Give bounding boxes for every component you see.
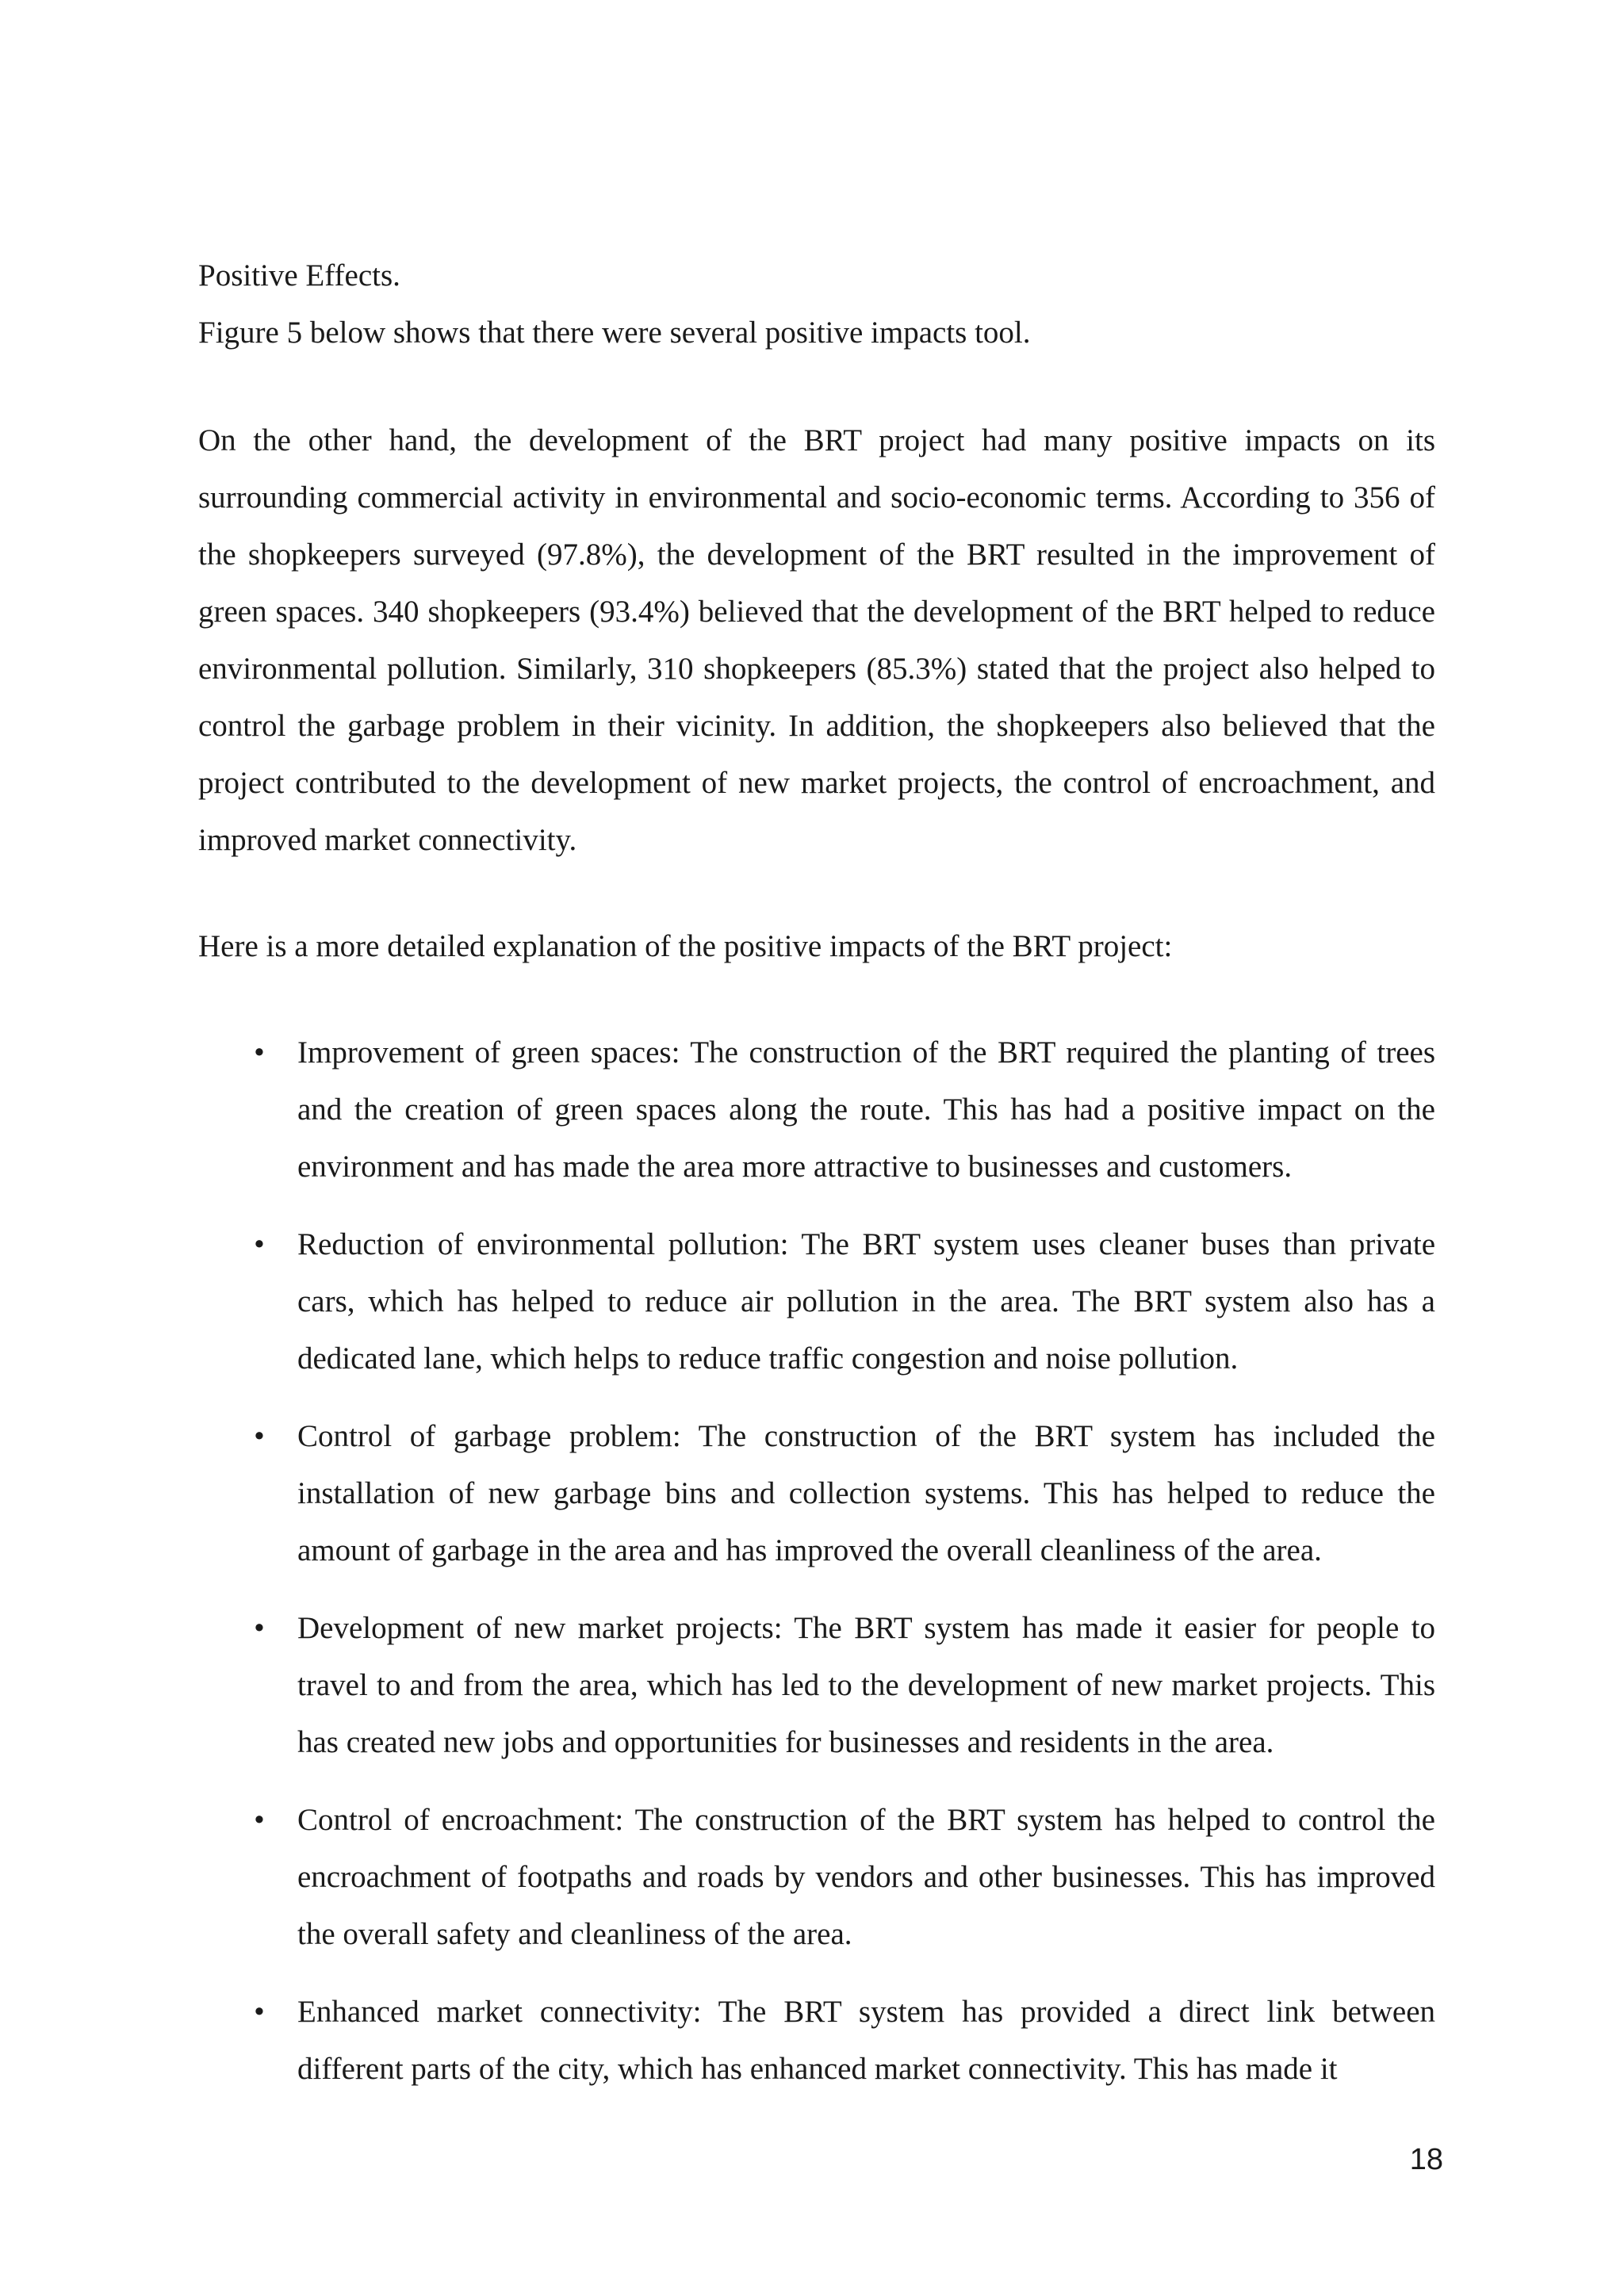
page-number: 18	[1409, 2143, 1443, 2176]
bullet-icon: •	[254, 1035, 265, 1070]
list-item-market-projects	[198, 1600, 1435, 1771]
list-item-text: Enhanced market connectivity: The BRT system has provided a direct link between different parts of the city, which has enhanced market connectivity. This has made it	[297, 1995, 1435, 2086]
list-item-text: Improvement of green spaces: The construction of the BRT required the planting of trees and the creation of green spaces along the route. This has had a positive impact on the environment and has made the area more attractive to businesses and customers.	[297, 1035, 1435, 1184]
list-item-green-spaces	[198, 1024, 1435, 1196]
list-item-text: Reduction of environmental pollution: The BRT system uses cleaner buses than private cars, which has helped to reduce air pollution in the area. The BRT system also has a dedicated lane, which helps to reduce traffic congestion and noise pollution.	[297, 1227, 1435, 1376]
list-item-pollution	[198, 1216, 1435, 1387]
list-item-text: Control of garbage problem: The construction of the BRT system has included the installation of new garbage bins and collection systems. This has helped to reduce the amount of garbage in the area and has improved the overall cleanliness of the area.	[297, 1419, 1435, 1567]
bullet-icon: •	[254, 1995, 265, 2029]
body-paragraph: On the other hand, the development of the BRT project had many positive impacts on its surrounding commercial activity in environmental and socio-economic terms. According to 356 of the shopkeepers surveyed (97.8%), the development of the BRT resulted in the improvement of green spaces. 340 shopkeepers (93.4%) believed that the development of the BRT helped to reduce environmental pollution. Similarly, 310 shopkeepers (85.3%) stated that the project also helped to control the garbage problem in their vicinity. In addition, the shopkeepers also believed that the project contributed to the development of new market projects, the control of encroachment, and improved market connectivity.	[198, 423, 1435, 857]
list-item-encroachment	[198, 1792, 1435, 1963]
page-content	[198, 247, 1435, 2118]
bullet-icon: •	[254, 1227, 265, 1261]
list-lead-in: Here is a more detailed explanation of the positive impacts of the BRT project:	[198, 929, 1173, 963]
section-heading: Positive Effects.	[198, 258, 400, 293]
list-item-connectivity	[198, 1984, 1435, 2098]
bullet-icon: •	[254, 1803, 265, 1837]
figure-intro: Figure 5 below shows that there were several positive impacts tool.	[198, 316, 1031, 350]
bullet-icon: •	[254, 1611, 265, 1645]
list-item-text: Development of new market projects: The BRT system has made it easier for people to travel to and from the area, which has led to the development of new market projects. This has created new jobs and opportunities for businesses and residents in the area.	[297, 1611, 1435, 1759]
list-item-garbage	[198, 1408, 1435, 1579]
impacts-list	[198, 1024, 1435, 2098]
bullet-icon: •	[254, 1419, 265, 1453]
list-item-text: Control of encroachment: The construction of the BRT system has helped to control the encroachment of footpaths and roads by vendors and other businesses. This has improved the overall safety and cleanliness of the area.	[297, 1803, 1435, 1951]
